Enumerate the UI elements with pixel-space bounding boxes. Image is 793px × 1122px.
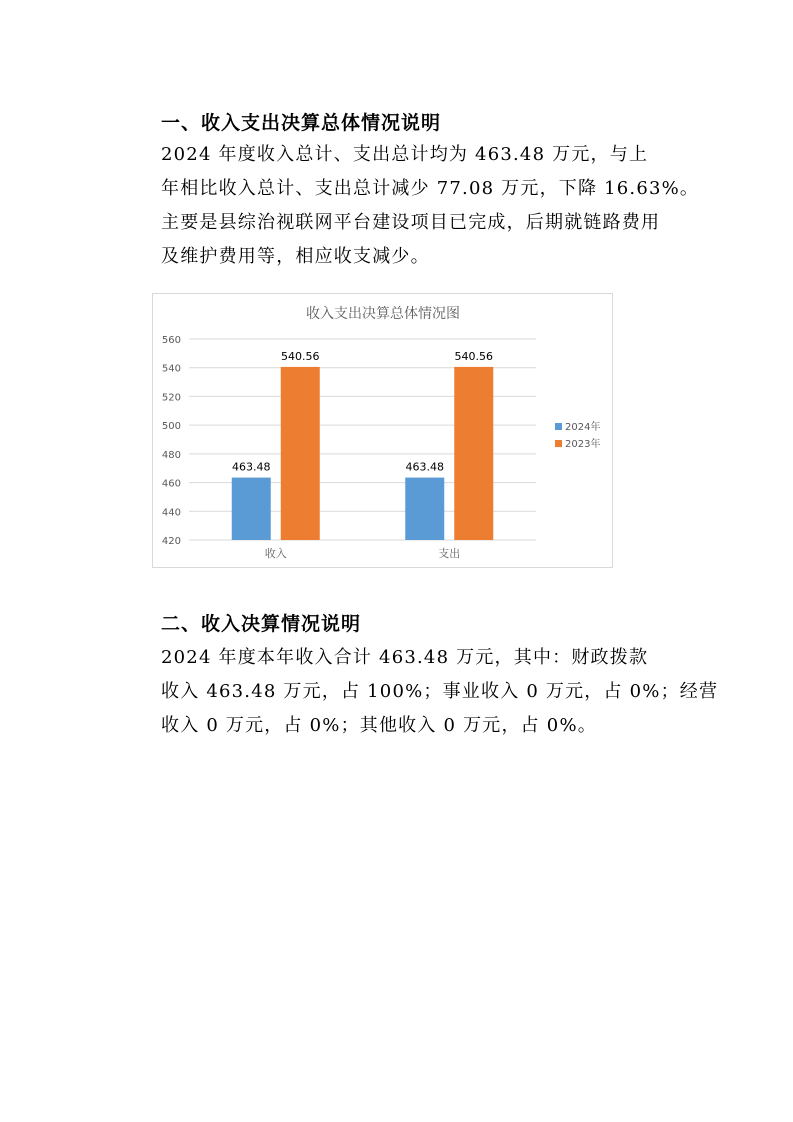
- bar: [454, 367, 493, 540]
- data-label: 540.56: [281, 349, 320, 363]
- section1-line-4: 及维护费用等，相应收支减少。: [161, 246, 430, 267]
- y-tick-label: 540: [161, 363, 181, 375]
- section2-line-1: 2024 年度本年收入合计 463.48 万元，其中：财政拨款: [161, 647, 649, 668]
- data-label: 463.48: [405, 460, 444, 474]
- section1-paragraph: [161, 138, 700, 274]
- data-label: 463.48: [232, 460, 271, 474]
- section2-heading: 二、收入决算情况说明: [161, 613, 362, 635]
- x-tick-label: 收入: [264, 547, 287, 560]
- section2-paragraph: [161, 641, 719, 743]
- bar: [232, 478, 271, 540]
- y-tick-label: 520: [161, 392, 181, 404]
- data-label: 540.56: [454, 349, 493, 363]
- section1-line-2: 年相比收入总计、支出总计减少 77.08 万元，下降 16.63%。: [161, 178, 700, 199]
- section2-line-2: 收入 463.48 万元，占 100%；事业收入 0 万元，占 0%；经营: [161, 681, 719, 702]
- section1-line-1: 2024 年度收入总计、支出总计均为 463.48 万元，与上: [161, 144, 649, 165]
- section1-line-3: 主要是县综治视联网平台建设项目已完成，后期就链路费用: [161, 212, 661, 233]
- y-tick-label: 560: [161, 335, 181, 346]
- section2-line-3: 收入 0 万元，占 0%；其他收入 0 万元，占 0%。: [161, 715, 597, 736]
- chart-title: 收入支出决算总体情况图: [306, 306, 460, 322]
- y-tick-label: 420: [161, 536, 181, 547]
- y-tick-label: 500: [161, 421, 181, 433]
- x-tick-label: 支出: [438, 547, 461, 560]
- y-tick-label: 460: [161, 478, 181, 490]
- bar: [281, 367, 320, 540]
- legend-swatch: [555, 440, 562, 447]
- legend-label: 2024年: [565, 422, 601, 433]
- y-tick-label: 480: [161, 449, 181, 461]
- income-expense-chart: [152, 293, 613, 568]
- chart-canvas: [153, 294, 612, 567]
- legend-label: 2023年: [565, 439, 601, 450]
- bar: [405, 478, 444, 540]
- section1-heading: 一、收入支出决算总体情况说明: [161, 112, 442, 134]
- y-tick-label: 440: [161, 507, 181, 519]
- legend-swatch: [555, 423, 562, 430]
